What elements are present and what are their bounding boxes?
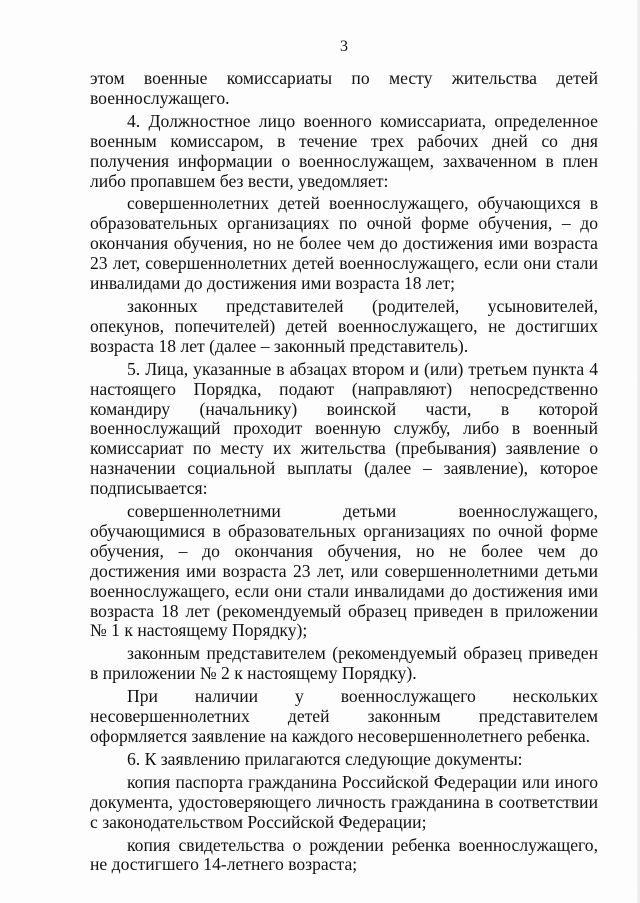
paragraph-continuation: этом военные комиссариаты по месту жительства детей военнослужащего.: [90, 68, 598, 108]
paragraph-legal-representatives: законных представителей (родителей, усыновителей, опекунов, попечителей) детей военнослужащего, не достигших возраста 18 лет (далее – законный представитель).: [90, 295, 598, 356]
paragraph-adult-children: совершеннолетних детей военнослужащего, обучающихся в образовательных организациях по очной форме обучения, – до окончания обучения, но не более чем до достижения ими возраста 23 лет, совершеннолетних детей военнослужащего, если они стали инвалидами до достижения ими возраста 18 лет;: [90, 193, 598, 294]
paragraph-signed-by-adult-children: совершеннолетними детьми военнослужащего, обучающимися в образовательных организациях по очной форме обучения, – до окончания обучения, но не более чем до достижения ими возраста 23 лет, или совершеннолетними детьми военнослужащего, если они стали инвалидами до достижения ими возраста 18 лет (рекомендуемый образец приведен в приложении № 1 к настоящему Порядку);: [90, 501, 598, 641]
paragraph-item-4: 4. Должностное лицо военного комиссариата, определенное военным комиссаром, в течение трех рабочих дней со дня получения информации о военнослужащем, захваченном в плен либо пропавшем без вести, уведомляет:: [90, 110, 598, 191]
page-number: 3: [340, 38, 348, 55]
paragraph-passport-copy: копия паспорта гражданина Российской Федерации или иного документа, удостоверяющего личность гражданина в соответствии с законодательством Российской Федерации;: [90, 771, 598, 832]
paragraph-signed-by-representative: законным представителем (рекомендуемый образец приведен в приложении № 2 к настоящему Порядку).: [90, 643, 598, 684]
paragraph-item-6: 6. К заявлению прилагаются следующие документы:: [127, 748, 523, 769]
paragraph-birth-certificate-copy: копия свидетельства о рождении ребенка военнослужащего, не достигшего 14-летнего возраста;: [90, 834, 598, 875]
paragraph-several-children: При наличии у военнослужащего нескольких несовершеннолетних детей законным представителем оформляется заявление на каждого несовершеннолетнего ребенка.: [90, 686, 598, 746]
document-body: [90, 69, 598, 875]
paragraph-item-5: 5. Лица, указанные в абзацах втором и (или) третьем пункта 4 настоящего Порядка, подают (направляют) непосредственно командиру (начальнику) воинской части, в которой военнослужащий проходит военную службу, либо в военный комиссариат по месту их жительства (пребывания) заявление о назначении социальной выплаты (далее – заявление), которое подписывается:: [90, 358, 598, 499]
